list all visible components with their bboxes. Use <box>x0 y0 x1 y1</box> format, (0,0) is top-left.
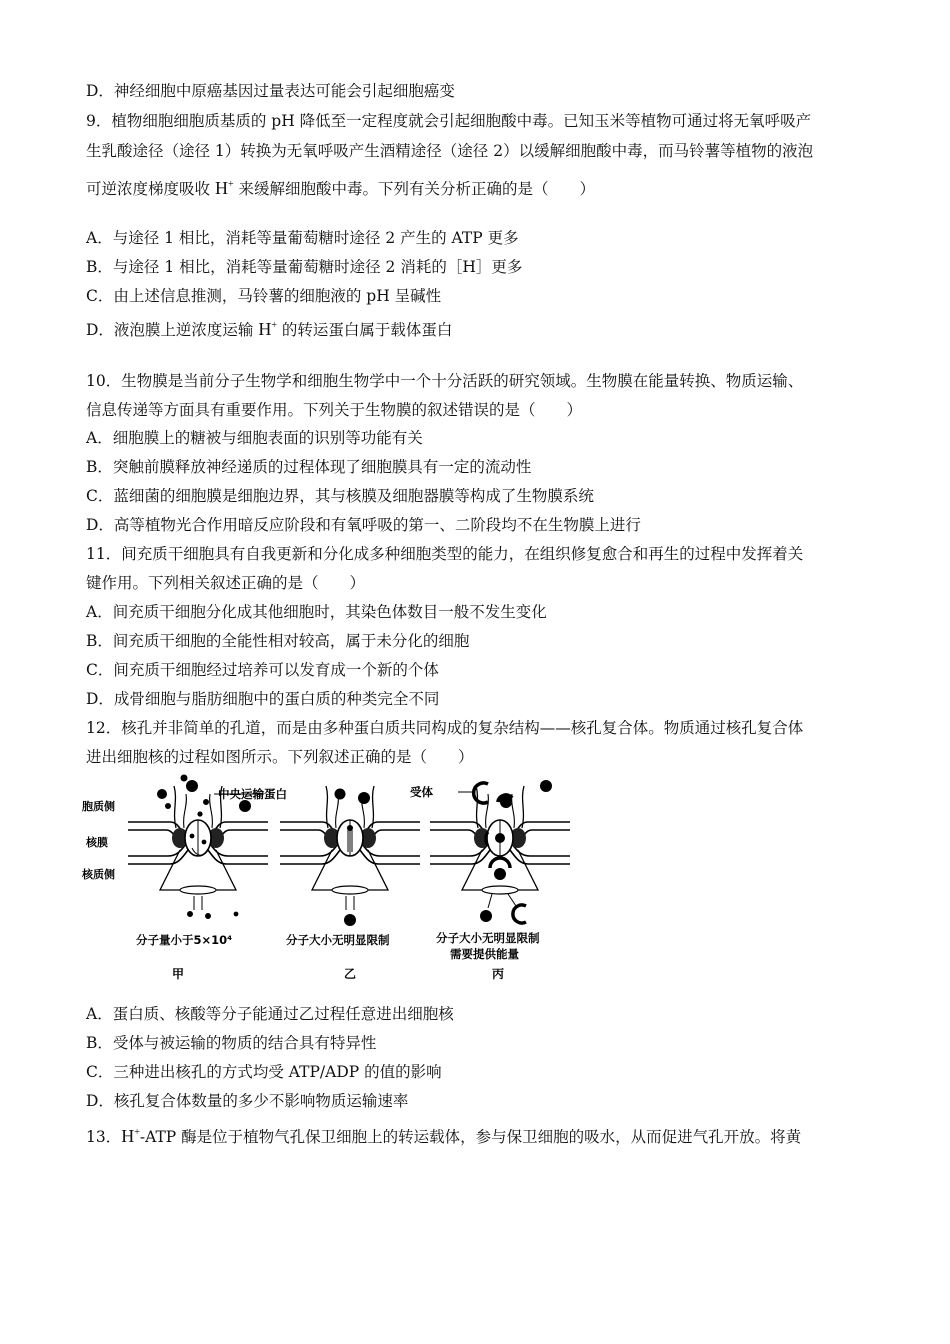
q11-option-a-text: A．间充质干细胞分化成其他细胞时，其染色体数目一般不发生变化 <box>86 603 547 621</box>
q9-option-d <box>86 318 452 344</box>
q9-option-d-text-a: D．液泡膜上逆浓度运输 <box>86 321 259 339</box>
h-plus-sup: + <box>227 179 234 190</box>
q13-stem-text: -ATP 酶是位于植物气孔保卫细胞上的转运载体，参与保卫细胞的吸水，从而促进气孔开放。将黄 <box>139 1128 802 1146</box>
q11-stem-line-1 <box>86 543 803 565</box>
q12-option-b-text: B．受体与被运输的物质的结合具有特异性 <box>86 1034 377 1052</box>
label-central-transport-protein: 中央运输蛋白 <box>218 787 287 801</box>
q11-option-b <box>86 630 469 652</box>
q8-option-d-text: D．神经细胞中原癌基因过量表达可能会引起细胞癌变 <box>86 82 455 100</box>
q13-number: 13． <box>86 1128 122 1146</box>
q12-stem-text-1: 12．核孔并非简单的孔道，而是由多种蛋白质共同构成的复杂结构——核孔复合体。物质通过核孔复合体 <box>86 719 804 737</box>
q10-option-d-text: D．高等植物光合作用暗反应阶段和有氧呼吸的第一、二阶段均不在生物膜上进行 <box>86 516 641 534</box>
q11-stem-line-2 <box>86 572 365 594</box>
label-cytoplasm-side: 胞质侧 <box>82 800 115 813</box>
h-plus-symbol <box>215 178 234 198</box>
label-nucleoplasm-side: 核质侧 <box>82 868 115 881</box>
h-plus-base: H <box>258 319 272 339</box>
q10-option-d <box>86 514 641 536</box>
q10-stem-line-2 <box>86 399 582 421</box>
q10-option-c <box>86 485 594 507</box>
h-plus-symbol <box>258 319 277 339</box>
panel-name-yi: 乙 <box>344 967 357 981</box>
q12-option-c-text: C．三种进出核孔的方式均受 ATP/ADP 的值的影响 <box>86 1063 442 1081</box>
q9-stem-text-1: 9．植物细胞细胞质基质的 pH 降低至一定程度就会引起细胞酸中毒。已知玉米等植物可通过将无氧呼吸产 <box>86 112 812 130</box>
q8-option-d <box>86 80 455 102</box>
q9-option-a-text: A．与途径 1 相比，消耗等量葡萄糖时途径 2 产生的 ATP 更多 <box>86 229 519 247</box>
q12-stem-text-2: 进出细胞核的过程如图所示。下列叙述正确的是（ ） <box>86 748 474 766</box>
q10-option-a <box>86 427 423 449</box>
q12-stem-line-2 <box>86 746 474 768</box>
q9-option-c-text: C．由上述信息推测，马铃薯的细胞液的 pH 呈碱性 <box>86 287 442 305</box>
q12-option-a <box>86 1003 454 1025</box>
nuclear-pore-figure <box>80 772 570 987</box>
q10-option-a-text: A．细胞膜上的糖被与细胞表面的识别等功能有关 <box>86 429 423 447</box>
q11-option-c-text: C．间充质干细胞经过培养可以发育成一个新的个体 <box>86 661 439 679</box>
caption-yi: 分子大小无明显限制 <box>286 933 390 947</box>
q9-option-b-text: B．与途径 1 相比，消耗等量葡萄糖时途径 2 消耗的［H］更多 <box>86 258 523 276</box>
q12-stem-line-1 <box>86 717 803 739</box>
q11-option-d <box>86 688 439 710</box>
caption-jia: 分子量小于5×10⁴ <box>136 933 233 947</box>
caption-bing-line-1: 分子大小无明显限制 <box>436 931 540 945</box>
h-plus-base: H <box>214 178 228 198</box>
q9-stem-line-2 <box>86 140 813 162</box>
q11-option-b-text: B．间充质干细胞的全能性相对较高，属于未分化的细胞 <box>86 632 470 650</box>
q13-stem-line-1 <box>86 1125 801 1151</box>
q9-option-a <box>86 227 519 249</box>
h-plus-symbol <box>121 1126 140 1146</box>
q9-option-b <box>86 256 522 278</box>
q11-option-a <box>86 601 547 623</box>
caption-bing-line-2: 需要提供能量 <box>450 947 519 961</box>
panel-name-bing: 丙 <box>492 967 505 981</box>
q10-option-b-text: B．突触前膜释放神经递质的过程体现了细胞膜具有一定的流动性 <box>86 458 532 476</box>
q10-stem-text-1: 10．生物膜是当前分子生物学和细胞生物学中一个十分活跃的研究领域。生物膜在能量转换、物质运输、 <box>86 372 804 390</box>
panel-name-jia: 甲 <box>172 967 185 981</box>
label-receptor: 受体 <box>410 785 433 799</box>
panel-bing <box>430 780 570 923</box>
label-nuclear-membrane: 核膜 <box>86 836 108 849</box>
q12-option-d <box>86 1090 408 1112</box>
q9-stem-line-3 <box>86 177 595 203</box>
q9-option-c <box>86 285 441 307</box>
q12-option-b <box>86 1032 376 1054</box>
h-plus-base: H <box>121 1126 135 1146</box>
q11-stem-text-1: 11．间充质干细胞具有自我更新和分化成多种细胞类型的能力，在组织修复愈合和再生的过程中发挥着关 <box>86 545 804 563</box>
panel-yi <box>280 786 420 926</box>
q11-option-c <box>86 659 439 681</box>
h-plus-sup: + <box>271 320 277 331</box>
q9-stem-text-3b: 来缓解细胞酸中毒。下列有关分析正确的是（ ） <box>233 180 596 198</box>
q12-option-c <box>86 1061 442 1083</box>
q12-option-d-text: D．核孔复合体数量的多少不影响物质运输速率 <box>86 1092 409 1110</box>
q10-stem-text-2: 信息传递等方面具有重要作用。下列关于生物膜的叙述错误的是（ ） <box>86 401 583 419</box>
q9-stem-line-1 <box>86 110 811 132</box>
q9-stem-text-2: 生乳酸途径（途径 1）转换为无氧呼吸产生酒精途径（途径 2）以缓解细胞酸中毒，而马铃薯等植物的液泡 <box>86 142 814 160</box>
q12-option-a-text: A．蛋白质、核酸等分子能通过乙过程任意进出细胞核 <box>86 1005 454 1023</box>
q11-stem-text-2: 键作用。下列相关叙述正确的是（ ） <box>86 574 366 592</box>
q10-option-b <box>86 456 531 478</box>
q9-stem-text-3a: 可逆浓度梯度吸收 <box>86 180 215 198</box>
q10-stem-line-1 <box>86 370 803 392</box>
h-plus-sup: + <box>134 1127 140 1138</box>
q9-option-d-text-b: 的转运蛋白属于载体蛋白 <box>277 321 453 339</box>
q10-option-c-text: C．蓝细菌的细胞膜是细胞边界，其与核膜及细胞器膜等构成了生物膜系统 <box>86 487 594 505</box>
q11-option-d-text: D．成骨细胞与脂肪细胞中的蛋白质的种类完全不同 <box>86 690 440 708</box>
